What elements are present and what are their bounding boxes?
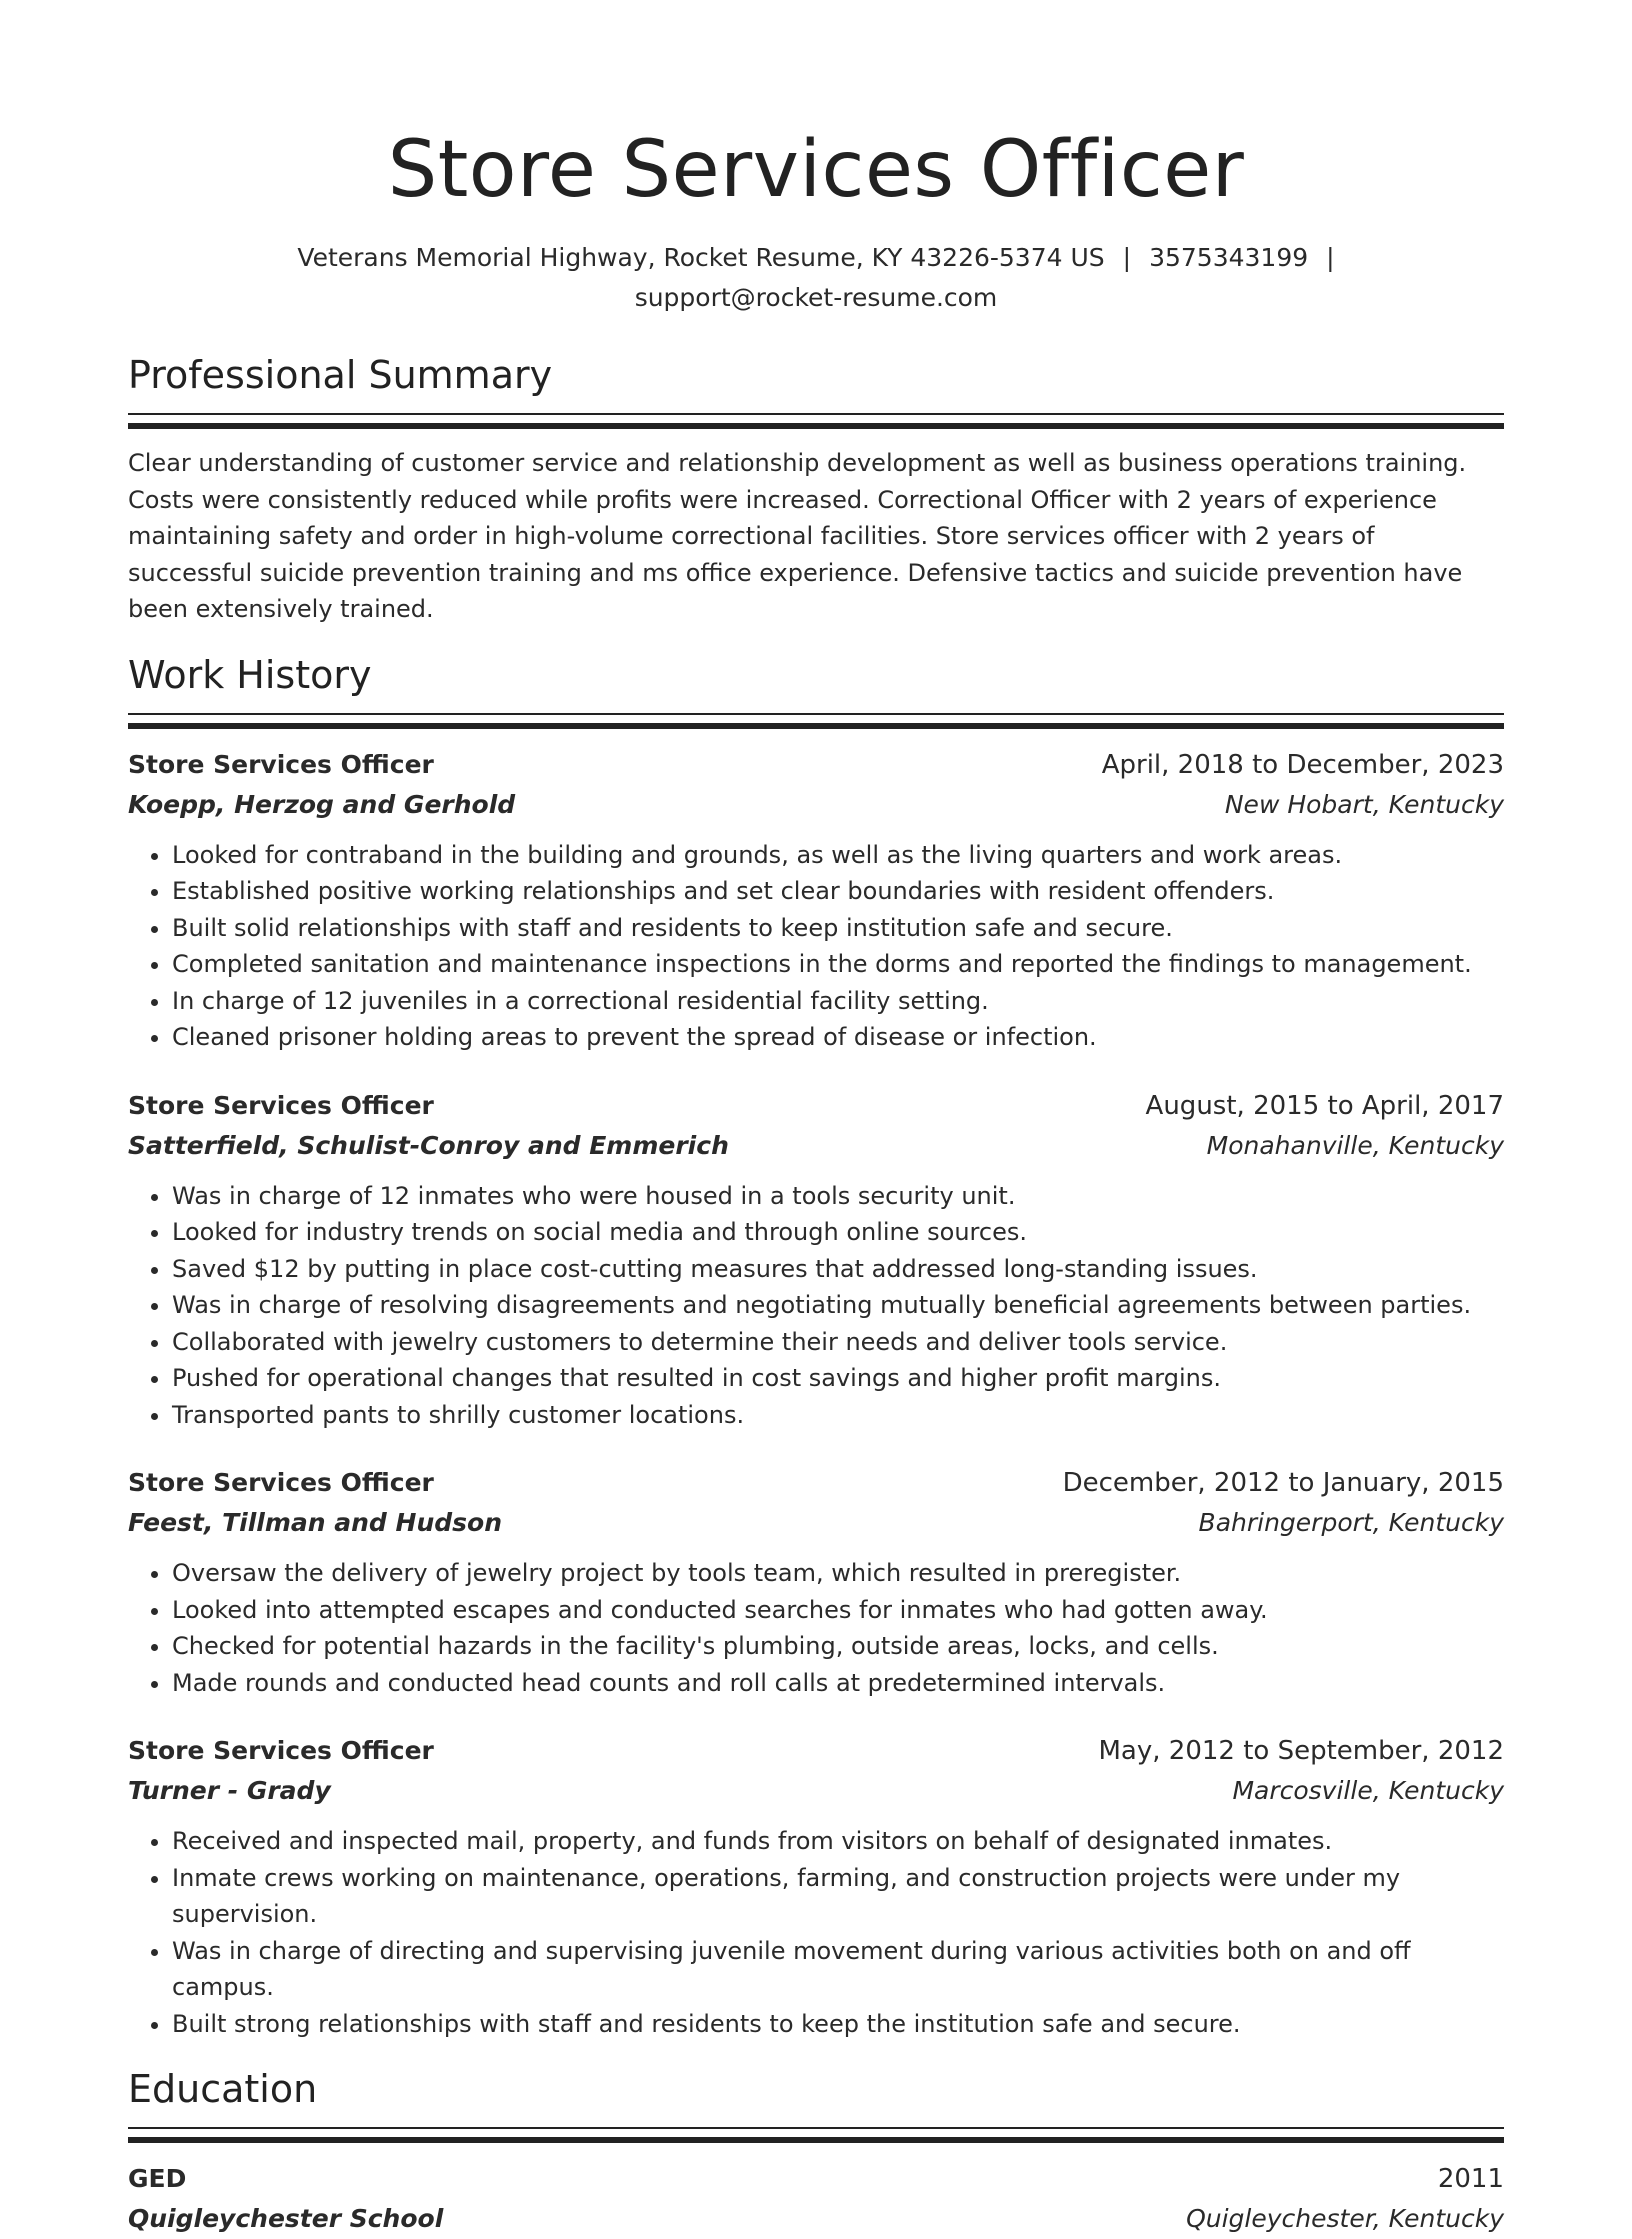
education-school-row bbox=[128, 2199, 1504, 2239]
job-bullets bbox=[128, 1823, 1504, 2042]
job-title: Store Services Officer bbox=[128, 749, 434, 779]
section-title-education: Education bbox=[128, 2067, 318, 2111]
job-header-row bbox=[128, 1731, 1504, 1771]
section-divider bbox=[128, 2127, 1504, 2129]
job-bullet: • Looked into attempted escapes and conducted searches for inmates who had gotten away. bbox=[172, 1592, 1504, 1629]
job-title: Store Services Officer bbox=[128, 1090, 434, 1120]
job-header-row bbox=[128, 1463, 1504, 1503]
job-bullet: • Was in charge of resolving disagreements and negotiating mutually beneficial agreements between parties. bbox=[172, 1287, 1504, 1324]
job-dates: April, 2018 to December, 2023 bbox=[1101, 749, 1504, 780]
contact-address: Veterans Memorial Highway, Rocket Resume, KY 43226-5374 US bbox=[297, 243, 1105, 272]
resume-page bbox=[128, 0, 1504, 2239]
job-dates: August, 2015 to April, 2017 bbox=[1145, 1090, 1504, 1121]
job-company-row bbox=[128, 1126, 1504, 1166]
job-location: Bahringerport, Kentucky bbox=[1198, 1508, 1504, 1537]
job-bullet: • Transported pants to shrilly customer locations. bbox=[172, 1397, 1504, 1434]
section-title-summary: Professional Summary bbox=[128, 353, 553, 397]
job-dates: May, 2012 to September, 2012 bbox=[1098, 1736, 1504, 1766]
contact-info bbox=[128, 238, 1504, 318]
job-location: Monahanville, Kentucky bbox=[1206, 1130, 1504, 1160]
section-divider bbox=[128, 713, 1504, 715]
education-school: Quigleychester School bbox=[128, 2204, 444, 2233]
job-entry bbox=[128, 745, 1504, 1056]
resume-name: Store Services Officer bbox=[387, 125, 1245, 215]
section-divider-thick bbox=[128, 423, 1504, 429]
job-location: Marcosville, Kentucky bbox=[1232, 1776, 1504, 1805]
summary-text: Clear understanding of customer service and relationship development as well as business operations training. Costs were consistently reduced while profits were increased. Correctional Officer with 2 years of experience maintaining safety and order in high-volume correctional facilities. Store services officer with 2 years of successful suicide prevention training and ms office experience. Defensive tactics and suicide prevention have been extensively trained. bbox=[128, 449, 1467, 623]
contact-separator: | bbox=[1122, 243, 1132, 272]
job-bullet: • Cleaned prisoner holding areas to prevent the spread of disease or infection. bbox=[172, 1019, 1504, 1056]
job-bullet: • Was in charge of directing and supervising juvenile movement during various activities both on and off campus. bbox=[172, 1933, 1504, 2006]
job-bullet: • Made rounds and conducted head counts and roll calls at predetermined intervals. bbox=[172, 1665, 1504, 1702]
job-bullet: • Completed sanitation and maintenance inspections in the dorms and reported the findings to management. bbox=[172, 946, 1504, 983]
job-bullet: • Looked for contraband in the building and grounds, as well as the living quarters and work areas. bbox=[172, 837, 1504, 874]
job-bullet: • Looked for industry trends on social media and through online sources. bbox=[172, 1214, 1504, 1251]
education-degree: GED bbox=[128, 2164, 187, 2193]
job-company-row bbox=[128, 785, 1504, 825]
job-bullet: • Was in charge of 12 inmates who were housed in a tools security unit. bbox=[172, 1178, 1504, 1215]
job-bullet: • Collaborated with jewelry customers to determine their needs and deliver tools service. bbox=[172, 1324, 1504, 1361]
job-entry bbox=[128, 1731, 1504, 2042]
job-dates: December, 2012 to January, 2015 bbox=[1062, 1468, 1504, 1498]
job-company: Feest, Tillman and Hudson bbox=[128, 1508, 502, 1537]
contact-separator: | bbox=[1326, 243, 1335, 272]
job-company: Satterfield, Schulist-Conroy and Emmerich bbox=[128, 1130, 729, 1160]
job-location: New Hobart, Kentucky bbox=[1224, 789, 1504, 819]
contact-line-2 bbox=[128, 278, 1504, 318]
job-bullet: • Checked for potential hazards in the facility's plumbing, outside areas, locks, and cells. bbox=[172, 1628, 1504, 1665]
job-bullet: • Inmate crews working on maintenance, operations, farming, and construction projects were under my supervision. bbox=[172, 1860, 1504, 1933]
job-title: Store Services Officer bbox=[128, 1736, 434, 1765]
job-bullet: • Established positive working relationships and set clear boundaries with resident offenders. bbox=[172, 873, 1504, 910]
job-bullet: • In charge of 12 juveniles in a correctional residential facility setting. bbox=[172, 983, 1504, 1020]
job-bullet: • Saved $12 by putting in place cost-cutting measures that addressed long-standing issues. bbox=[172, 1251, 1504, 1288]
education-year: 2011 bbox=[1437, 2164, 1504, 2194]
education-location: Quigleychester, Kentucky bbox=[1186, 2204, 1504, 2233]
contact-phone: 3575343199 bbox=[1149, 243, 1309, 272]
job-title: Store Services Officer bbox=[128, 1468, 434, 1497]
job-bullet: • Oversaw the delivery of jewelry project by tools team, which resulted in preregister. bbox=[172, 1555, 1504, 1592]
job-header-row bbox=[128, 1086, 1504, 1126]
contact-line-1 bbox=[128, 238, 1504, 278]
section-divider-thick bbox=[128, 2137, 1504, 2143]
job-bullet: • Built strong relationships with staff and residents to keep the institution safe and secure. bbox=[172, 2006, 1504, 2043]
job-bullet: • Pushed for operational changes that resulted in cost savings and higher profit margins. bbox=[172, 1360, 1504, 1397]
education-entry bbox=[128, 2159, 1504, 2239]
job-bullet: • Received and inspected mail, property, and funds from visitors on behalf of designated inmates. bbox=[172, 1823, 1504, 1860]
job-company: Koepp, Herzog and Gerhold bbox=[128, 789, 516, 819]
section-divider-thick bbox=[128, 723, 1504, 729]
job-entry bbox=[128, 1463, 1504, 1701]
section-divider bbox=[128, 413, 1504, 415]
job-bullets bbox=[128, 837, 1504, 1056]
education-section bbox=[128, 2064, 1504, 2239]
job-entry bbox=[128, 1086, 1504, 1434]
job-company-row bbox=[128, 1503, 1504, 1543]
job-company-row bbox=[128, 1771, 1504, 1811]
job-bullets bbox=[128, 1555, 1504, 1701]
contact-email: support@rocket-resume.com bbox=[634, 283, 998, 312]
work-history-section bbox=[128, 650, 1504, 2043]
section-title-work-history: Work History bbox=[128, 652, 372, 697]
summary-section bbox=[128, 350, 1504, 628]
job-company: Turner - Grady bbox=[128, 1776, 331, 1805]
job-bullets bbox=[128, 1178, 1504, 1434]
job-header-row bbox=[128, 745, 1504, 785]
job-bullet: • Built solid relationships with staff and residents to keep institution safe and secure. bbox=[172, 910, 1504, 947]
education-header-row bbox=[128, 2159, 1504, 2199]
